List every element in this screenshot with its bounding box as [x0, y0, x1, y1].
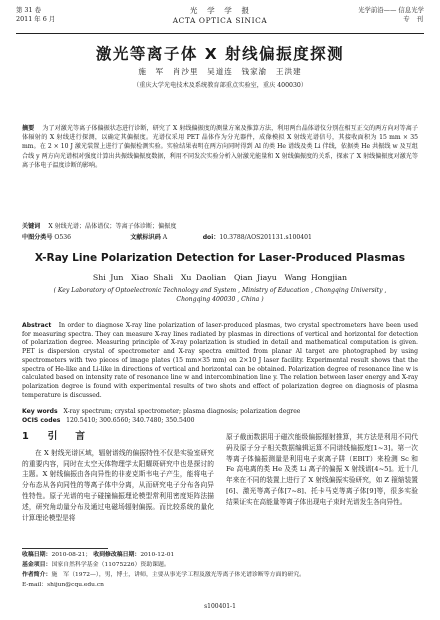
revised-date: 2010-12-01 — [140, 552, 175, 558]
authors-cn: 施 军 肖沙里 吴道连 钱家渝 王洪建 — [138, 67, 302, 76]
doi-value: 10.3788/AOS201131.s100401 — [219, 234, 312, 241]
title-en: X-Ray Line Polarization Detection for Laser-Produced Plasmas — [34, 252, 406, 264]
affiliation-cn: （重庆大学光电技术及系统教育部重点实验室，重庆 400030） — [132, 82, 308, 89]
keywords-cn-label: 关键词 — [22, 223, 41, 230]
section-heading — [22, 432, 214, 443]
keywords-cn-text: X 射线光谱；晶体谱仪；等离子体诊断；偏振度 — [48, 223, 177, 230]
body-column-left — [22, 432, 214, 523]
affiliation-en: ( Key Laboratory of Optoelectronic Technology and System , Ministry of Education , Chongqing University , Chongqing 400030 , China ) — [53, 287, 387, 304]
author-bio-label: 作者简介： — [22, 572, 52, 578]
header-column-name: 光学前沿—— 信息光学 — [358, 6, 424, 14]
keywords-en-text: X-ray spectrum; crystal spectrometer; plasma diagnosis; polarization degree — [63, 408, 301, 415]
authors-en: Shi Jun Xiao Shali Xu Daolian Qian Jiayu Wang Hongjian — [92, 273, 348, 282]
abstract-cn-text: 为了对激光等离子体偏振状态进行诊断，研究了 X 射线偏振度的测量方案及推算方法，利用两台晶体谱仪分别在相互正交的两方向对等离子体辐射的 X 射线进行探测，以确定其偏振度。光谱仪采用 PET 晶体作为分光器件，成像模拟 X 射线光谱信号，其接收面积为 15 mm × 35 mm。在 2 × 10 J 激光装置上进行了偏振检测实验。实验结果表明在两方向同时得到 Al 的类 He 谱线及类 Li 伴线，依据类 He 共振线 w 及互组合线 y 两方向光谱相对强度计算出共振线偏振度数据，利用不同发次实验分析入射激光能量和 X 射线偏振度的关系，探索了 X 射线偏振度对激光等离子体电子温度诊断的影响。 — [22, 125, 418, 169]
clc-label: 中图分类号 — [22, 234, 53, 241]
revised-label: 收到修改稿日期： — [93, 552, 141, 558]
header-column — [358, 6, 430, 23]
ocis-codes — [22, 417, 418, 426]
body-column-right — [226, 432, 418, 508]
section-number: 1 — [22, 431, 33, 442]
abstract-cn — [22, 124, 418, 170]
fund-text: 国家自然科学基金（11075226）资助课题。 — [51, 562, 170, 568]
clc-code: O536 — [54, 234, 72, 241]
abstract-en — [22, 322, 418, 400]
classification-cn — [22, 233, 418, 242]
journal-name-en: ACTA OPTICA SINICA — [172, 15, 268, 25]
keywords-en — [22, 408, 418, 417]
header-rule — [16, 33, 424, 34]
keywords-cn — [22, 222, 418, 231]
body-text-left: 在 X 射线光谱区域，辐射谱线的偏振特性不仅是实验室研究的重要内容，同时在太空天体物理学太阳耀斑研究中也是探讨的主题。X 射线偏振由各向异性的非麦克斯韦电子产生，能将电子分布态从各向同性的等离子体中分离，从而研究电子分布各向异性特性。原子光谱的电子碰撞偏振理论模型常利用密度矩阵法描述，研究角动量分布及通过电磁场辐射偏振。而比较系统的量化计算理论模型是将 — [22, 448, 214, 522]
author-bio-text: 施 军（1972—），男，博士，讲师，主要从事光学工程及激光等离子体光谱诊断等方面的研究。 — [51, 572, 306, 578]
title-cn: 激光等离子体 X 射线偏振度探测 — [95, 45, 345, 63]
running-header — [16, 6, 430, 32]
ocis-label: OCIS codes — [22, 417, 61, 424]
abstract-cn-label: 摘要 — [22, 125, 35, 132]
doc-code-label: 文献标识码 — [130, 234, 161, 241]
received-label: 收稿日期： — [22, 552, 52, 558]
page-number: s100401-1 — [204, 603, 236, 610]
body-text-right: 原子截面数据用于磁次能级偏振辐射推算，其方法是利用不同代码及原子分子相关数据编辑运算不同谱线偏振度[1~3]。第一次等离子体偏振测量是利用电子束离子阱（EBIT）来检测 Sc 和 Fe 高电离的类 He 及类 Li 离子的偏振 X 射线谱[4~5]。近十几年来在不同的装置上进行了 X 射线偏振实验研究，如 Z 箍缩装置[6]、激光等离子体[7~8]、托卡马克等离子体[9]等，很多实验结果证实在高能量等离子体出现电子束时光谱发生各向异性。 — [226, 433, 418, 506]
header-special-issue: 专刊 — [403, 14, 430, 23]
email-address: shijun@cqu.edu.cn — [47, 582, 104, 588]
abstract-en-text: In order to diagnose X-ray line polarization of laser-produced plasmas, two crystal spectrometers have been used for measuring spectra. They can measure X-ray lines radiated by plasmas in directions of vertical and horizontal for detection of polarization degree. Measuring principle of X-ray polarization is studied in detail and mathematical computation is given. PET is dispersion crystal of spectrometer and X-ray spectra emitted from planar Al target are photographed by using spectrometers with two pieces of image plates (15 mm×35 mm) on 2×10 J laser facility. Experimental result shows that the spectra of He-like and Li-like in directions of vertical and horizontal can be obtained. Polarization degree of resonance line w is calculated based on intensity rate of resonance line w and intercombination line y. The relation between laser energy and X-ray polarization degree is found with experimental results of two shots and effect of polarization degree on diagnosis of plasma temperature is discussed. — [22, 322, 418, 399]
header-issue: 2011 年 6 月 — [16, 14, 56, 23]
footnote-author — [22, 571, 418, 580]
footnote-rule — [22, 548, 108, 549]
footnote-fund — [22, 561, 418, 570]
doi-label: doi： — [202, 234, 220, 241]
footnote-dates — [22, 551, 418, 560]
journal-name-cn: 光 学 学 报 — [189, 6, 251, 15]
section-title: 引 言 — [47, 431, 90, 442]
fund-label: 基金项目： — [22, 562, 52, 568]
abstract-en-label: Abstract — [22, 322, 52, 329]
ocis-values: 120.5410; 300.6560; 340.7480; 350.5400 — [66, 417, 195, 424]
keywords-en-label: Key words — [22, 408, 58, 415]
received-date: 2010-08-21； — [51, 552, 92, 558]
header-volume: 第 31 卷 — [16, 6, 41, 14]
email-label: E-mail： — [22, 582, 48, 588]
footnote-email — [22, 581, 418, 590]
doc-code: A — [162, 234, 168, 241]
